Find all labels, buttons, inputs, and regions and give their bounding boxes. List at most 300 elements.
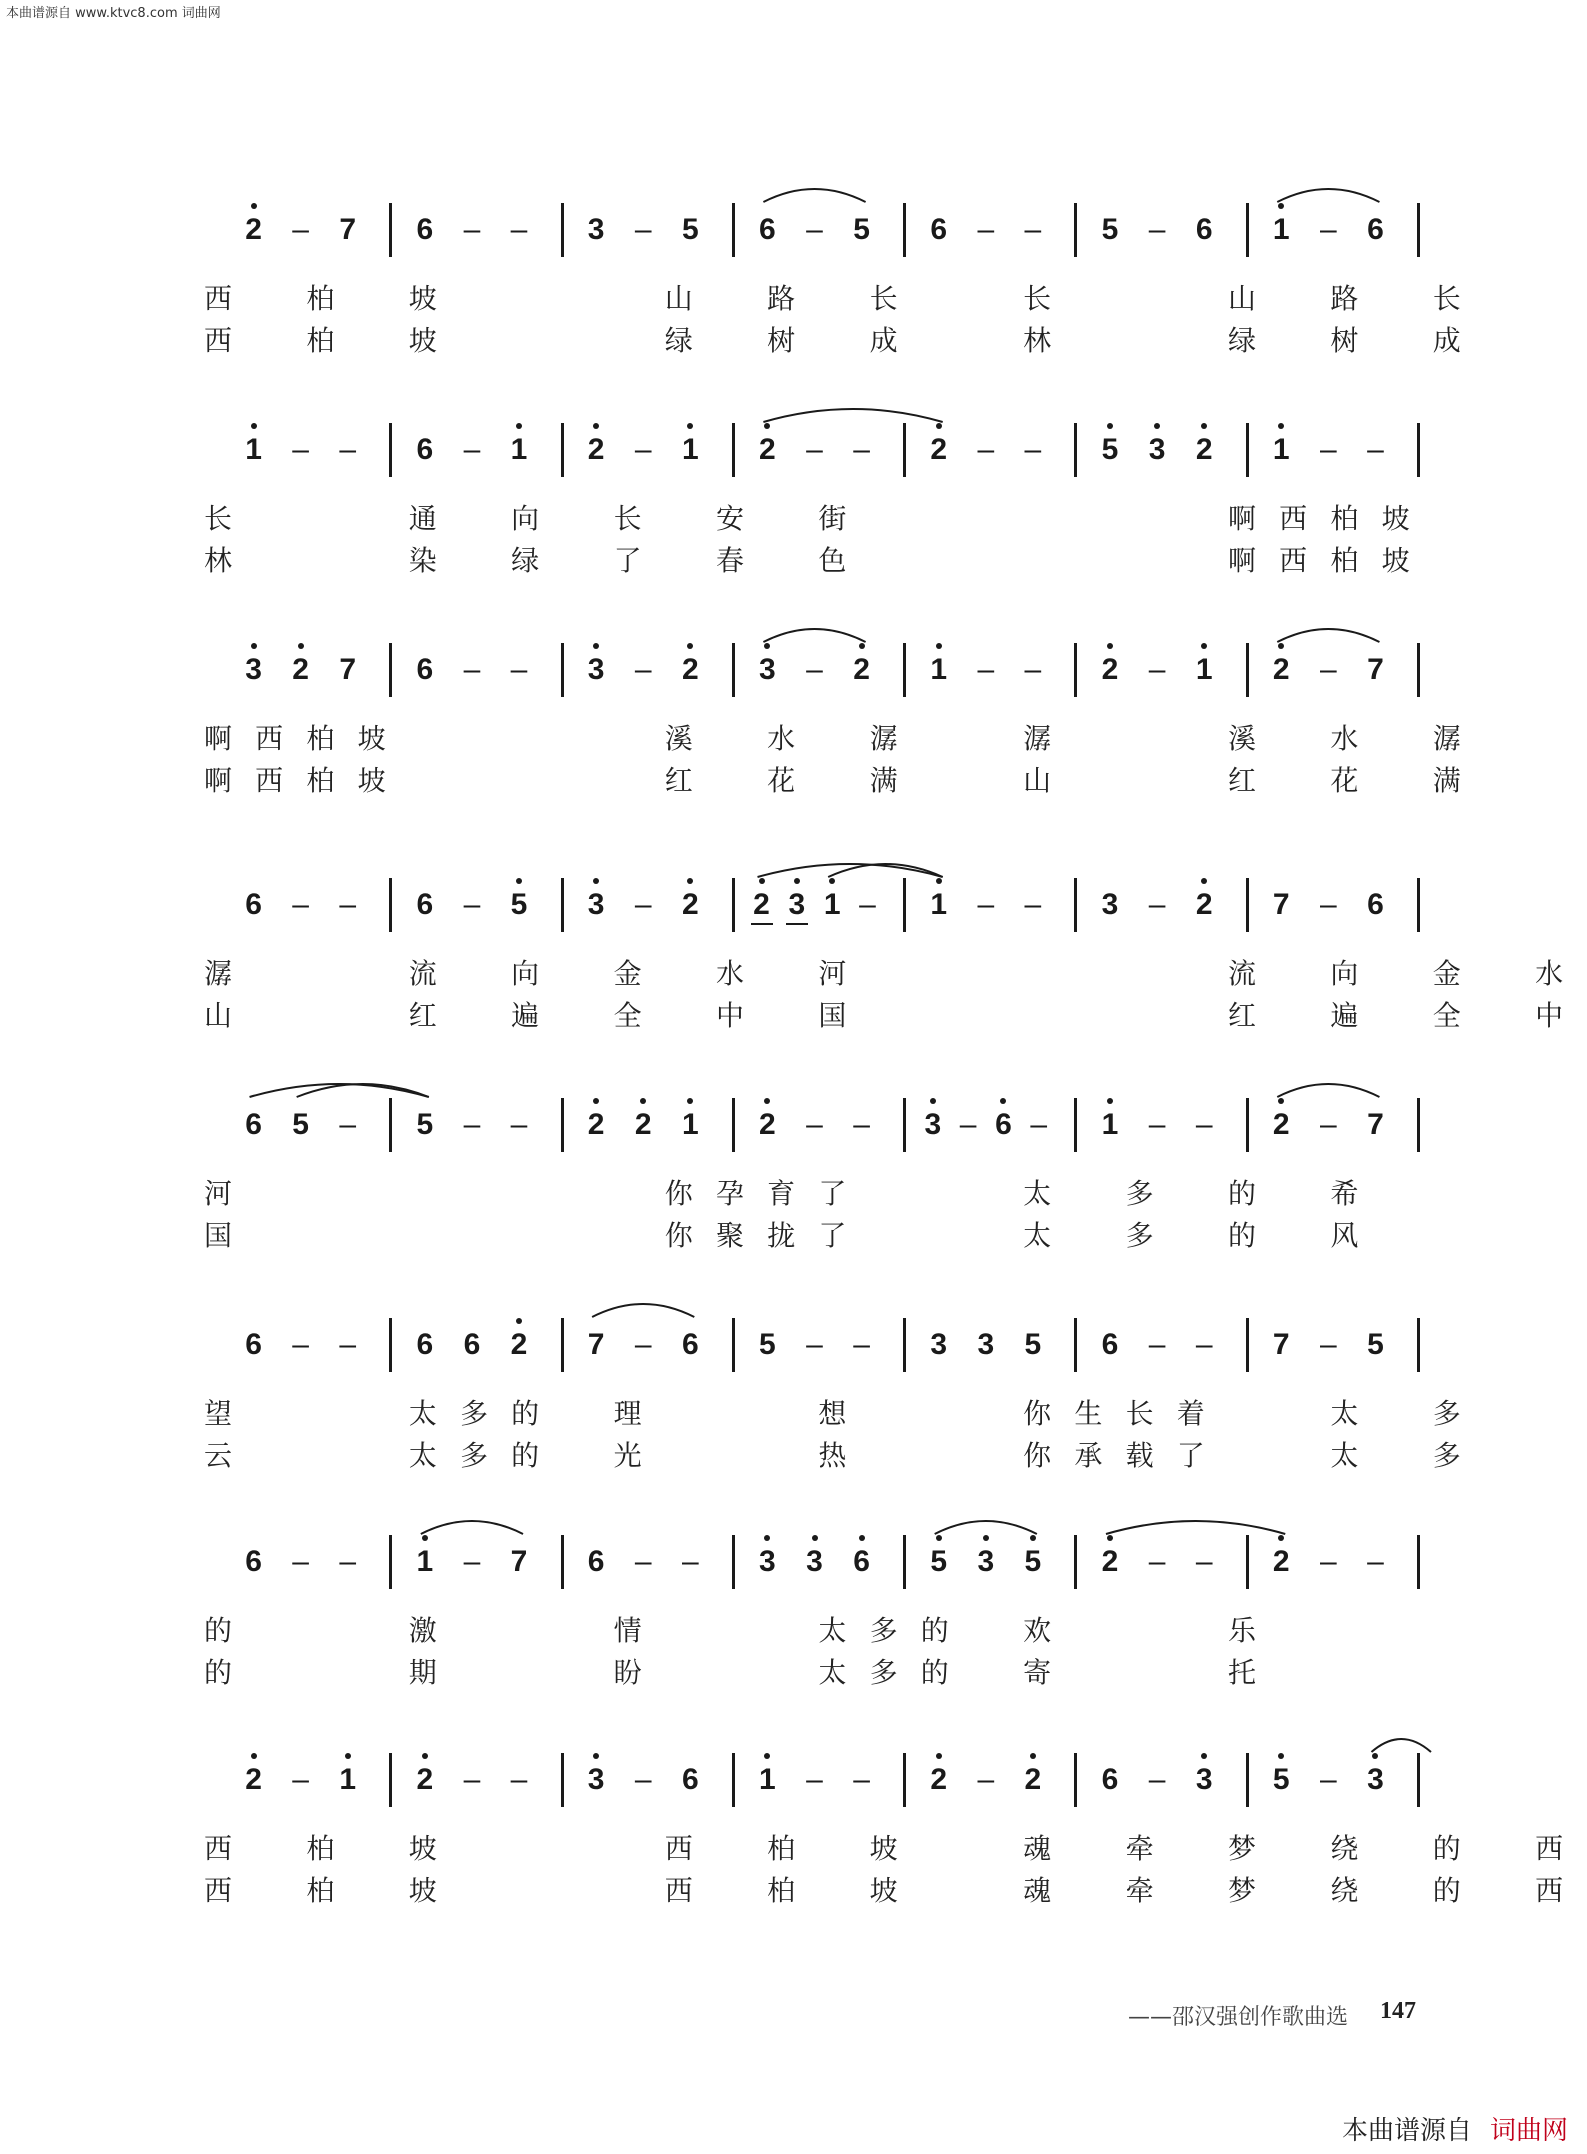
dash: – [292,1545,309,1578]
note: 2 [930,433,948,466]
high-octave-dot [687,878,693,884]
dash: – [806,433,823,466]
lyric-char: 坡 [869,1874,898,1907]
lyric-char: 林 [203,544,233,577]
lyric-char: 柏 [306,764,335,797]
high-octave-dot [936,643,942,649]
barline [1246,643,1249,697]
note: 6 [853,1545,870,1578]
lyric-char: 西 [255,764,284,797]
note: 2 [759,1108,776,1141]
lyric-char: 绕 [1330,1874,1359,1907]
dash: – [1148,888,1166,921]
lyric-char: 通 [408,502,437,535]
dash: – [806,213,823,246]
lyric-char: 长 [869,282,898,315]
lyric-char: 树 [767,324,796,357]
lyric-char: 红 [1227,999,1257,1032]
note: 3 [759,1545,776,1578]
lyric-char: 太 [408,1397,437,1430]
lyric-char: 育 [767,1177,796,1210]
dash: – [853,433,870,466]
lyric-char: 太 [818,1656,847,1689]
barline [389,878,392,932]
high-octave-dot [345,1753,351,1759]
lyric-char: 了 [613,544,642,577]
lyric-char: 柏 [306,1874,335,1907]
dash: – [1367,1545,1384,1578]
note: 2 [1272,1108,1290,1141]
note: 3 [806,1545,823,1578]
barline [1074,1535,1077,1589]
note: 1 [1195,653,1213,686]
barline [1074,643,1077,697]
high-octave-dot [593,1753,599,1759]
lyric-char: 坡 [1381,502,1410,535]
lyric-char: 期 [408,1656,437,1689]
barline [561,1535,564,1589]
barline [561,878,564,932]
dash: – [463,1763,481,1796]
lyric-char: 你 [1023,1397,1052,1430]
note: 2 [681,888,699,921]
high-octave-dot [640,1098,646,1104]
lyric-char: 太 [408,1439,437,1472]
dash: – [806,1328,823,1361]
dash: – [806,1108,823,1141]
note: 2 [634,1108,652,1141]
barline-end [1417,878,1420,932]
barline-end [1417,1318,1420,1372]
barline [1246,423,1249,477]
lyric-char: 牵 [1125,1832,1154,1865]
watermark-left: 本曲谱源自 [1342,2116,1473,2146]
note: 3 [1148,433,1166,466]
high-octave-dot [1201,423,1207,429]
lyric-char: 长 [1125,1397,1154,1430]
barline [561,1098,564,1152]
dash: – [1320,888,1337,921]
barline-end [1417,643,1420,697]
lyric-char: 光 [613,1439,642,1472]
high-octave-dot [1278,643,1284,649]
high-octave-dot [593,1098,599,1104]
note: 2 [681,653,699,686]
lyric-char: 潺 [1023,722,1052,755]
note: 6 [1101,1763,1119,1796]
high-octave-dot [983,1535,989,1541]
lyric-char: 了 [818,1177,847,1210]
lyric-char: 溪 [664,722,693,755]
lyric-char: 花 [1330,764,1359,797]
barline [732,1098,735,1152]
lyric-char: 盼 [613,1656,642,1689]
barline [561,423,564,477]
note: 3 [245,653,262,686]
lyric-char: 满 [869,764,898,797]
dash: – [1148,1328,1166,1361]
lyric-char: 路 [1330,282,1359,315]
note: 5 [1024,1328,1042,1361]
high-octave-dot [1107,1098,1113,1104]
dash: – [510,653,528,686]
note: 2 [1101,1545,1119,1578]
note: 5 [681,213,699,246]
dash: – [1320,1108,1337,1141]
lyric-char: 红 [408,999,437,1032]
note: 2 [1101,653,1119,686]
barline [389,643,392,697]
barline [389,1753,392,1807]
barline-end [1417,203,1420,257]
lyric-char: 春 [715,544,745,577]
note: 2 [759,433,776,466]
lyric-char: 的 [511,1439,540,1472]
lyric-char: 寄 [1023,1656,1052,1689]
high-octave-dot [794,878,800,884]
high-octave-dot [859,643,865,649]
note: 6 [416,653,434,686]
note: 2 [930,1763,948,1796]
dash: – [1024,213,1042,246]
lyric-char: 载 [1125,1439,1154,1472]
note: 2 [1272,1545,1290,1578]
dash: – [292,1763,309,1796]
lyric-char: 柏 [1330,544,1359,577]
barline-end [1417,423,1420,477]
note: 6 [1101,1328,1119,1361]
high-octave-dot [1000,1098,1006,1104]
source-header: 本曲谱源自 www.ktvc8.com 词曲网 [6,6,221,21]
lyric-char: 成 [1432,324,1461,357]
barline [561,203,564,257]
note: 3 [977,1545,995,1578]
lyric-char: 西 [203,324,233,357]
note: 3 [587,888,605,921]
high-octave-dot [1278,1098,1284,1104]
high-octave-dot [1201,1753,1207,1759]
note: 3 [930,1328,948,1361]
lyric-char: 魂 [1023,1874,1052,1907]
note: 6 [681,1763,699,1796]
dash: – [463,1545,481,1578]
barline [389,423,392,477]
high-octave-dot [859,1535,865,1541]
lyric-char: 承 [1074,1439,1103,1472]
high-octave-dot [1107,643,1113,649]
note: 5 [853,213,870,246]
high-octave-dot [936,423,942,429]
barline [1074,1098,1077,1152]
barline [561,643,564,697]
lyric-char: 西 [664,1874,693,1907]
dash: – [634,1763,652,1796]
note: 2 [1024,1763,1042,1796]
dash: – [510,213,528,246]
note: 6 [416,433,434,466]
dash: – [806,1763,823,1796]
lyric-char: 潺 [1432,722,1461,755]
lyric-char: 国 [203,1219,233,1252]
dash: – [463,433,481,466]
note: 3 [587,1763,605,1796]
dash: – [977,1763,995,1796]
note: 1 [681,1108,699,1141]
barline [732,643,735,697]
dash: – [1320,1328,1337,1361]
lyric-char: 柏 [767,1874,796,1907]
lyric-char: 水 [715,957,745,990]
note: 7 [587,1328,605,1361]
dash: – [1030,1108,1048,1141]
dash: – [1195,1328,1213,1361]
note: 5 [1101,433,1119,466]
lyric-char: 多 [1125,1177,1154,1210]
barline [389,1535,392,1589]
note: 5 [1367,1328,1384,1361]
lyric-char: 了 [818,1219,847,1252]
high-octave-dot [251,203,257,209]
eighth-underline [751,923,773,925]
lyric-char: 着 [1176,1397,1205,1430]
high-octave-dot [1278,1753,1284,1759]
lyric-char: 西 [255,722,284,755]
barline [903,1318,906,1372]
high-octave-dot [764,423,770,429]
note: 7 [510,1545,528,1578]
lyric-char: 的 [1227,1177,1257,1210]
high-octave-dot [516,1318,522,1324]
lyric-char: 的 [511,1397,540,1430]
lyric-char: 金 [613,957,642,990]
high-octave-dot [1278,423,1284,429]
note: 7 [1272,1328,1290,1361]
dash: – [634,653,652,686]
lyric-char: 坡 [357,764,386,797]
lyric-char: 山 [203,999,233,1032]
lyric-char: 拢 [767,1219,796,1252]
high-octave-dot [593,878,599,884]
note: 6 [416,888,434,921]
dash: – [292,433,309,466]
dash: – [1320,1763,1337,1796]
barline [1074,423,1077,477]
high-octave-dot [687,423,693,429]
lyric-char: 长 [1023,282,1052,315]
note: 5 [1272,1763,1290,1796]
lyric-char: 孕 [715,1177,745,1210]
barline-end [1417,1098,1420,1152]
lyric-char: 梦 [1227,1874,1257,1907]
note: 1 [416,1545,434,1578]
note: 5 [416,1108,434,1141]
high-octave-dot [1107,423,1113,429]
dash: – [1148,653,1166,686]
note: 3 [788,888,806,921]
barline [1074,203,1077,257]
dash: – [463,213,481,246]
lyric-char: 坡 [408,1874,437,1907]
high-octave-dot [516,423,522,429]
lyric-char: 路 [767,282,796,315]
dash: – [1320,213,1337,246]
dash: – [463,888,481,921]
barline [389,1318,392,1372]
dash: – [1024,433,1042,466]
lyric-char: 坡 [408,324,437,357]
lyric-char: 激 [408,1614,437,1647]
lyric-char: 染 [408,544,437,577]
note: 3 [587,213,605,246]
dash: – [859,888,876,921]
barline [1074,1753,1077,1807]
lyric-char: 的 [1432,1874,1461,1907]
note: 1 [510,433,528,466]
lyric-char: 想 [818,1397,847,1430]
barline [903,878,906,932]
high-octave-dot [251,643,257,649]
note: 3 [1101,888,1119,921]
lyric-char: 长 [1432,282,1461,315]
lyric-char: 遍 [1330,999,1359,1032]
note: 1 [759,1763,776,1796]
note: 1 [1101,1108,1119,1141]
barline-end [1417,1753,1420,1807]
lyric-char: 多 [1432,1439,1461,1472]
eighth-underline [786,923,808,925]
lyric-char: 啊 [203,764,233,797]
lyric-char: 中 [1535,999,1564,1032]
dash: – [853,1328,870,1361]
lyric-char: 太 [1330,1397,1359,1430]
high-octave-dot [1201,878,1207,884]
barline [1246,1098,1249,1152]
dash: – [853,1108,870,1141]
dash: – [634,1328,652,1361]
dash: – [292,1328,309,1361]
barline [732,1535,735,1589]
barline [389,1098,392,1152]
note: 2 [587,433,605,466]
high-octave-dot [1372,1753,1378,1759]
lyric-char: 欢 [1023,1614,1052,1647]
lyric-char: 牵 [1125,1874,1154,1907]
high-octave-dot [936,878,942,884]
lyric-char: 绿 [511,544,540,577]
high-octave-dot [593,423,599,429]
dash: – [806,653,823,686]
lyric-char: 啊 [1227,544,1257,577]
lyric-char: 坡 [869,1832,898,1865]
lyric-char: 太 [1023,1177,1052,1210]
lyric-char: 聚 [715,1219,745,1252]
high-octave-dot [1030,1535,1036,1541]
barline [732,1318,735,1372]
high-octave-dot [764,1098,770,1104]
lyric-char: 河 [818,957,847,990]
barline [903,643,906,697]
note: 2 [753,888,770,921]
lyric-char: 向 [511,957,540,990]
lyric-char: 金 [1432,957,1461,990]
lyric-char: 太 [818,1614,847,1647]
dash: – [339,1545,357,1578]
lyric-char: 你 [1023,1439,1052,1472]
note: 1 [930,888,948,921]
lyric-char: 理 [613,1397,642,1430]
note: 2 [510,1328,528,1361]
barline-end [1417,1535,1420,1589]
lyric-char: 啊 [203,722,233,755]
dash: – [1148,1763,1166,1796]
note: 5 [1024,1545,1042,1578]
note: 2 [292,653,309,686]
lyric-char: 柏 [306,722,335,755]
note: 5 [1101,213,1119,246]
lyric-char: 潺 [203,957,233,990]
high-octave-dot [759,878,765,884]
lyric-char: 向 [511,502,540,535]
lyric-char: 坡 [1381,544,1410,577]
lyric-char: 生 [1074,1397,1103,1430]
high-octave-dot [764,1753,770,1759]
high-octave-dot [1107,1535,1113,1541]
lyric-char: 你 [664,1219,693,1252]
dash: – [339,1328,357,1361]
lyric-char: 绿 [1227,324,1257,357]
dash: – [977,653,995,686]
lyric-char: 柏 [1330,502,1359,535]
high-octave-dot [829,878,835,884]
note: 7 [339,653,357,686]
barline [903,203,906,257]
note: 6 [416,1328,434,1361]
barline [1246,878,1249,932]
lyric-char: 树 [1330,324,1359,357]
lyric-char: 啊 [1227,502,1257,535]
lyric-char: 山 [1227,282,1257,315]
note: 2 [416,1763,434,1796]
note: 1 [245,433,262,466]
barline [732,1753,735,1807]
lyric-char: 坡 [408,282,437,315]
note: 2 [1195,433,1213,466]
lyric-char: 红 [664,764,693,797]
lyric-char: 全 [613,999,642,1032]
lyric-char: 遍 [511,999,540,1032]
lyric-char: 红 [1227,764,1257,797]
dash: – [1148,1108,1166,1141]
high-octave-dot [764,1535,770,1541]
lyric-char: 坡 [408,1832,437,1865]
barline [561,1753,564,1807]
dash: – [463,653,481,686]
high-octave-dot [936,1535,942,1541]
lyric-char: 柏 [306,324,335,357]
lyric-char: 林 [1023,324,1052,357]
dash: – [1148,213,1166,246]
note: 2 [245,1763,262,1796]
dash: – [292,888,309,921]
high-octave-dot [422,1535,428,1541]
barline [1246,203,1249,257]
lyric-char: 成 [869,324,898,357]
lyric-char: 多 [459,1439,489,1472]
note: 1 [1272,433,1290,466]
lyric-char: 绕 [1330,1832,1359,1865]
dash: – [510,1763,528,1796]
lyric-char: 水 [1330,722,1359,755]
